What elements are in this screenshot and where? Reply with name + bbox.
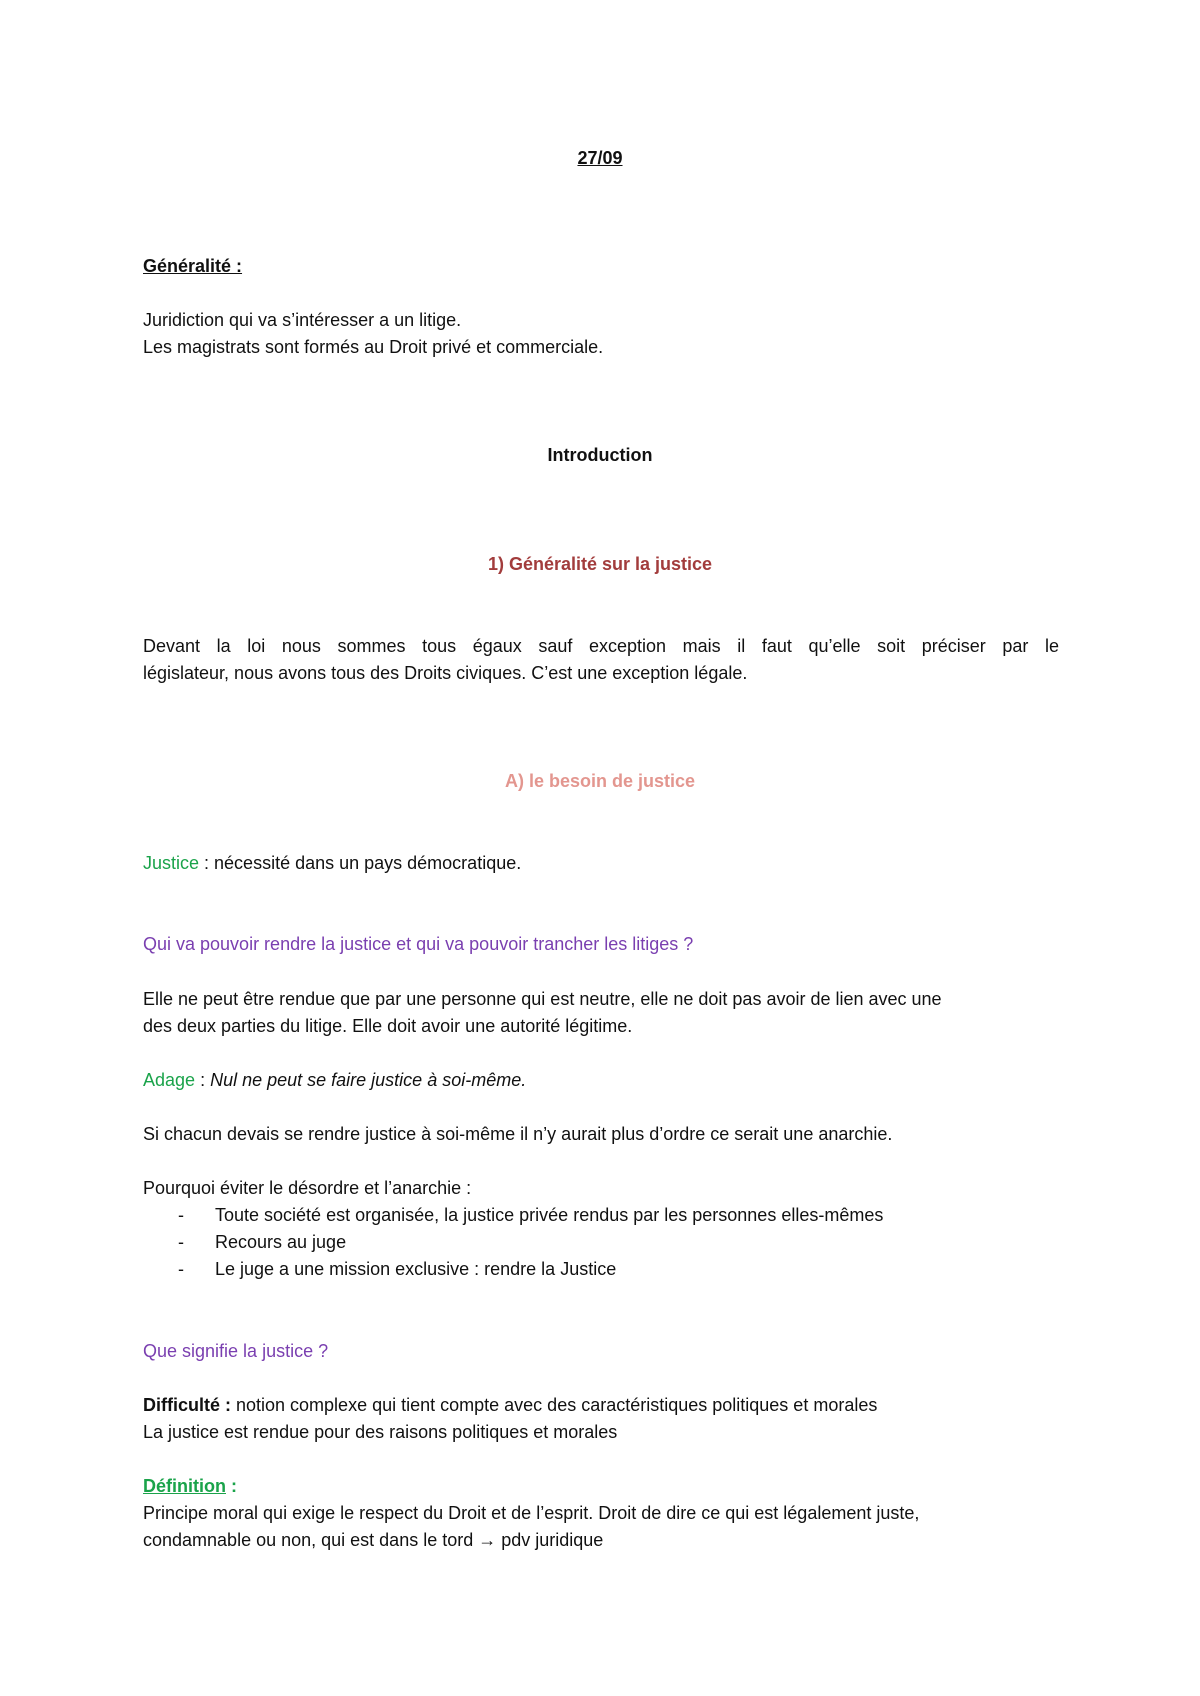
justice-definition-line — [143, 851, 521, 875]
adage-term: Adage — [143, 1070, 196, 1090]
generalite-line-2: Les magistrats sont formés au Droit privé et commerciale. — [143, 337, 604, 357]
section-1-paragraph-line-1: Devant la loi nous sommes tous égaux sauf exception mais il faut qu’elle soit préciser par le — [143, 636, 1059, 656]
difficulte-text: notion complexe qui tient compte avec des caractéristiques politiques et morales — [231, 1395, 878, 1415]
date-heading: 27/09 — [577, 148, 623, 168]
introduction-heading: Introduction — [547, 445, 653, 465]
paragraph-2: Si chacun devais se rendre justice à soi-même il n’y aurait plus d’ordre ce serait une anarchie. — [143, 1124, 893, 1144]
bullet-item-1: Toute société est organisée, la justice privée rendus par les personnes elles-mêmes — [215, 1205, 884, 1225]
paragraph-3: Pourquoi éviter le désordre et l’anarchie : — [143, 1178, 472, 1198]
definition-line-1: Principe moral qui exige le respect du Droit et de l’esprit. Droit de dire ce qui est légalement juste, — [143, 1503, 920, 1523]
generalite-heading: Généralité : — [143, 256, 243, 276]
paragraph-4: La justice est rendue pour des raisons politiques et morales — [143, 1422, 618, 1442]
adage-line — [143, 1068, 526, 1092]
difficulte-line — [143, 1393, 877, 1417]
section-1-paragraph-line-2: législateur, nous avons tous des Droits civiques. C’est une exception légale. — [143, 663, 748, 683]
definition-heading — [143, 1474, 237, 1498]
question-1: Qui va pouvoir rendre la justice et qui va pouvoir trancher les litiges ? — [143, 934, 694, 954]
section-a-title: A) le besoin de justice — [504, 771, 696, 791]
section-1-title: 1) Généralité sur la justice — [487, 554, 713, 574]
bullet-marker: - — [178, 1205, 184, 1225]
definition-term: Définition — [143, 1476, 226, 1496]
paragraph-1-line-2: des deux parties du litige. Elle doit avoir une autorité légitime. — [143, 1016, 633, 1036]
paragraph-1-line-1: Elle ne peut être rendue que par une personne qui est neutre, elle ne doit pas avoir de lien avec une — [143, 989, 942, 1009]
definition-line-2: condamnable ou non, qui est dans le tord → pdv juridique — [143, 1530, 604, 1550]
definition-colon: : — [226, 1476, 237, 1496]
adage-separator: : — [195, 1070, 211, 1090]
bullet-marker: - — [178, 1259, 184, 1279]
justice-term: Justice — [143, 853, 200, 873]
bullet-item-3: Le juge a une mission exclusive : rendre la Justice — [215, 1259, 617, 1279]
generalite-line-1: Juridiction qui va s’intéresser a un litige. — [143, 310, 462, 330]
adage-text: Nul ne peut se faire justice à soi-même. — [210, 1070, 527, 1090]
question-2: Que signifie la justice ? — [143, 1341, 329, 1361]
difficulte-term: Difficulté : — [143, 1395, 231, 1415]
bullet-marker: - — [178, 1232, 184, 1252]
justice-definition: : nécessité dans un pays démocratique. — [199, 853, 522, 873]
bullet-item-2: Recours au juge — [215, 1232, 347, 1252]
